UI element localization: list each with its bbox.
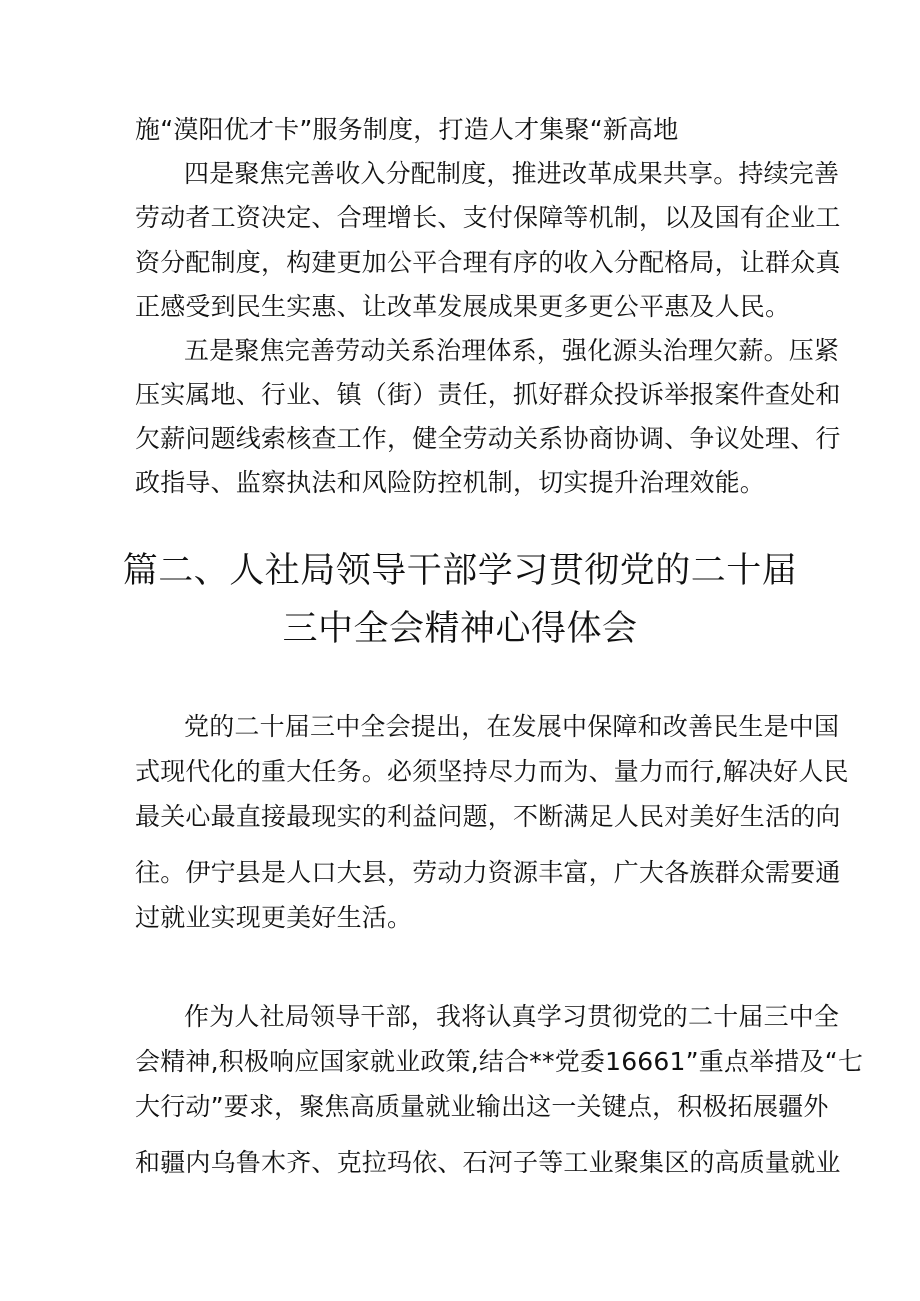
paragraph-line: 最关心最直接最现实的利益问题，不断满足人民对美好生活的向 xyxy=(135,802,841,831)
paragraph-line: 施“漠阳优才卡”服务制度，打造人才集聚“新高地 xyxy=(135,115,679,144)
section-title-line: 篇二、人社局领导干部学习贯彻党的二十届 xyxy=(122,551,798,591)
paragraph-line: 欠薪问题线索核查工作，健全劳动关系协商协调、争议处理、行 xyxy=(135,424,841,453)
paragraph-line: 作为人社局领导干部，我将认真学习贯彻党的二十届三中全 xyxy=(184,1002,840,1031)
paragraph-line: 四是聚焦完善收入分配制度，推进改革成果共享。持续完善 xyxy=(184,159,840,188)
paragraph-line: 会精神,积极响应国家就业政策,结合**党委16661”重点举措及“七 xyxy=(135,1047,864,1076)
paragraph-line: 政指导、监察执法和风险防控机制，切实提升治理效能。 xyxy=(135,468,766,497)
paragraph-line: 和疆内乌鲁木齐、克拉玛依、石河子等工业聚集区的高质量就业 xyxy=(135,1148,841,1177)
paragraph-line: 式现代化的重大任务。必须坚持尽力而为、量力而行,解决好人民 xyxy=(135,757,849,786)
paragraph-line: 过就业实现更美好生活。 xyxy=(135,903,413,932)
paragraph-line: 大行动”要求，聚焦高质量就业输出这一关键点，积极拓展疆外 xyxy=(135,1092,829,1121)
paragraph-line: 往。伊宁县是人口大县，劳动力资源丰富，广大各族群众需要通 xyxy=(135,858,841,887)
paragraph-line: 劳动者工资决定、合理增长、支付保障等机制，以及国有企业工 xyxy=(135,203,841,232)
paragraph-line: 五是聚焦完善劳动关系治理体系，强化源头治理欠薪。压紧 xyxy=(184,336,840,365)
section-title-line: 三中全会精神心得体会 xyxy=(282,609,638,649)
paragraph-line: 压实属地、行业、镇（街）责任，抓好群众投诉举报案件查处和 xyxy=(135,380,841,409)
paragraph-line: 党的二十届三中全会提出，在发展中保障和改善民生是中国 xyxy=(184,712,840,741)
paragraph-line: 正感受到民生实惠、让改革发展成果更多更公平惠及人民。 xyxy=(135,292,791,321)
paragraph-line: 资分配制度，构建更加公平合理有序的收入分配格局，让群众真 xyxy=(135,248,841,277)
